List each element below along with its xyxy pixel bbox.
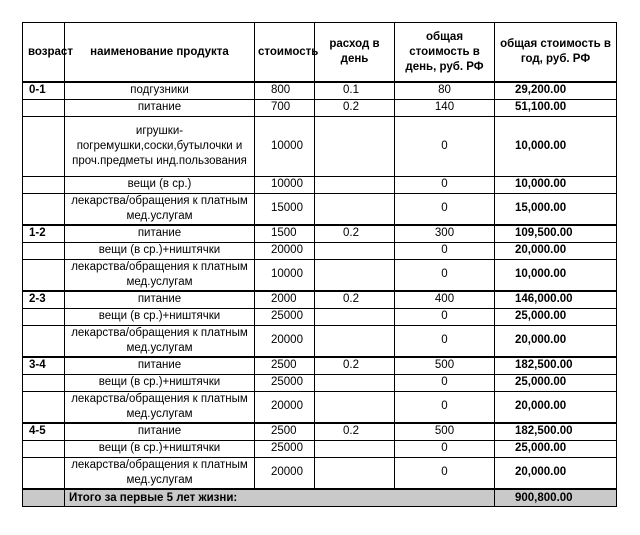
daily-rate-cell: 0.2 — [315, 357, 395, 374]
daily-cost-cell: 500 — [395, 357, 495, 374]
table-row — [23, 457, 617, 489]
product-name-cell: игрушки-погремушки,соски,бутылочки и проч.предметы инд.пользования — [65, 116, 255, 176]
product-name-cell: вещи (в ср.) — [65, 176, 255, 193]
daily-cost-cell: 300 — [395, 225, 495, 242]
yearly-cost-cell: 25,000.00 — [495, 374, 617, 391]
cost-cell: 1500 — [255, 225, 315, 242]
table-row — [23, 193, 617, 225]
cost-cell: 800 — [255, 82, 315, 99]
age-cell — [23, 374, 65, 391]
cost-cell: 10000 — [255, 259, 315, 291]
cost-cell: 25000 — [255, 308, 315, 325]
expense-table — [22, 22, 617, 507]
daily-rate-cell: 0.2 — [315, 99, 395, 116]
daily-cost-cell: 500 — [395, 423, 495, 440]
table-row — [23, 116, 617, 176]
age-cell — [23, 176, 65, 193]
cost-cell: 25000 — [255, 440, 315, 457]
daily-cost-cell: 0 — [395, 176, 495, 193]
yearly-cost-cell: 25,000.00 — [495, 308, 617, 325]
daily-rate-cell: 0.2 — [315, 291, 395, 308]
age-cell — [23, 99, 65, 116]
product-name-cell: вещи (в ср.)+ништячки — [65, 374, 255, 391]
daily-cost-cell: 0 — [395, 457, 495, 489]
product-name-cell: питание — [65, 423, 255, 440]
daily-rate-cell — [315, 308, 395, 325]
cost-cell: 20000 — [255, 457, 315, 489]
table-row — [23, 391, 617, 423]
age-cell — [23, 259, 65, 291]
table-body — [23, 82, 617, 489]
daily-rate-cell — [315, 176, 395, 193]
daily-rate-cell — [315, 440, 395, 457]
age-cell — [23, 308, 65, 325]
product-name-cell: лекарства/обращения к платным мед.услугам — [65, 259, 255, 291]
yearly-cost-cell: 25,000.00 — [495, 440, 617, 457]
table-row — [23, 440, 617, 457]
table-row — [23, 242, 617, 259]
header-cost: стоимость — [255, 23, 315, 83]
yearly-cost-cell: 182,500.00 — [495, 423, 617, 440]
header-daily-rate: расход в день — [315, 23, 395, 83]
header-yearly-cost: общая стоимость в год, руб. РФ — [495, 23, 617, 83]
daily-rate-cell: 0.1 — [315, 82, 395, 99]
cost-cell: 10000 — [255, 176, 315, 193]
total-value: 900,800.00 — [495, 489, 617, 507]
age-cell: 1-2 — [23, 225, 65, 242]
table-row — [23, 291, 617, 308]
daily-cost-cell: 0 — [395, 391, 495, 423]
daily-cost-cell: 0 — [395, 325, 495, 357]
header-row — [23, 23, 617, 83]
cost-cell: 2500 — [255, 357, 315, 374]
daily-rate-cell — [315, 193, 395, 225]
daily-cost-cell: 0 — [395, 242, 495, 259]
daily-rate-cell: 0.2 — [315, 225, 395, 242]
age-cell — [23, 193, 65, 225]
age-cell: 0-1 — [23, 82, 65, 99]
daily-cost-cell: 0 — [395, 308, 495, 325]
header-daily-cost: общая стоимость в день, руб. РФ — [395, 23, 495, 83]
cost-cell: 700 — [255, 99, 315, 116]
yearly-cost-cell: 15,000.00 — [495, 193, 617, 225]
product-name-cell: лекарства/обращения к платным мед.услугам — [65, 391, 255, 423]
table-row — [23, 176, 617, 193]
total-row — [23, 489, 617, 507]
table-row — [23, 259, 617, 291]
product-name-cell: вещи (в ср.)+ништячки — [65, 440, 255, 457]
daily-cost-cell: 0 — [395, 259, 495, 291]
age-cell: 2-3 — [23, 291, 65, 308]
product-name-cell: лекарства/обращения к платным мед.услугам — [65, 193, 255, 225]
total-age-cell — [23, 489, 65, 507]
table-row — [23, 82, 617, 99]
age-cell — [23, 242, 65, 259]
product-name-cell: питание — [65, 291, 255, 308]
yearly-cost-cell: 20,000.00 — [495, 325, 617, 357]
daily-cost-cell: 0 — [395, 116, 495, 176]
daily-cost-cell: 0 — [395, 374, 495, 391]
product-name-cell: подгузники — [65, 82, 255, 99]
daily-rate-cell: 0.2 — [315, 423, 395, 440]
cost-cell: 25000 — [255, 374, 315, 391]
age-cell — [23, 325, 65, 357]
header-product-name: наименование продукта — [65, 23, 255, 83]
table-row — [23, 423, 617, 440]
yearly-cost-cell: 182,500.00 — [495, 357, 617, 374]
daily-cost-cell: 0 — [395, 193, 495, 225]
daily-rate-cell — [315, 259, 395, 291]
total-label: Итого за первые 5 лет жизни: — [65, 489, 495, 507]
cost-cell: 15000 — [255, 193, 315, 225]
daily-rate-cell — [315, 374, 395, 391]
yearly-cost-cell: 29,200.00 — [495, 82, 617, 99]
cost-cell: 20000 — [255, 325, 315, 357]
table-row — [23, 374, 617, 391]
product-name-cell: питание — [65, 99, 255, 116]
yearly-cost-cell: 51,100.00 — [495, 99, 617, 116]
product-name-cell: питание — [65, 357, 255, 374]
table-row — [23, 308, 617, 325]
cost-cell: 10000 — [255, 116, 315, 176]
daily-cost-cell: 400 — [395, 291, 495, 308]
product-name-cell: вещи (в ср.)+ништячки — [65, 242, 255, 259]
daily-cost-cell: 0 — [395, 440, 495, 457]
yearly-cost-cell: 10,000.00 — [495, 259, 617, 291]
age-cell: 3-4 — [23, 357, 65, 374]
yearly-cost-cell: 20,000.00 — [495, 457, 617, 489]
daily-rate-cell — [315, 457, 395, 489]
product-name-cell: питание — [65, 225, 255, 242]
daily-cost-cell: 80 — [395, 82, 495, 99]
table-row — [23, 357, 617, 374]
yearly-cost-cell: 10,000.00 — [495, 176, 617, 193]
table-row — [23, 225, 617, 242]
yearly-cost-cell: 146,000.00 — [495, 291, 617, 308]
table-row — [23, 325, 617, 357]
daily-rate-cell — [315, 391, 395, 423]
cost-cell: 2000 — [255, 291, 315, 308]
yearly-cost-cell: 109,500.00 — [495, 225, 617, 242]
product-name-cell: вещи (в ср.)+ништячки — [65, 308, 255, 325]
product-name-cell: лекарства/обращения к платным мед.услугам — [65, 457, 255, 489]
daily-rate-cell — [315, 325, 395, 357]
yearly-cost-cell: 20,000.00 — [495, 391, 617, 423]
cost-cell: 20000 — [255, 242, 315, 259]
age-cell — [23, 457, 65, 489]
daily-rate-cell — [315, 242, 395, 259]
cost-cell: 20000 — [255, 391, 315, 423]
yearly-cost-cell: 10,000.00 — [495, 116, 617, 176]
age-cell: 4-5 — [23, 423, 65, 440]
cost-cell: 2500 — [255, 423, 315, 440]
header-age: возраст — [23, 23, 65, 83]
daily-cost-cell: 140 — [395, 99, 495, 116]
age-cell — [23, 440, 65, 457]
daily-rate-cell — [315, 116, 395, 176]
yearly-cost-cell: 20,000.00 — [495, 242, 617, 259]
product-name-cell: лекарства/обращения к платным мед.услугам — [65, 325, 255, 357]
age-cell — [23, 391, 65, 423]
table-row — [23, 99, 617, 116]
age-cell — [23, 116, 65, 176]
